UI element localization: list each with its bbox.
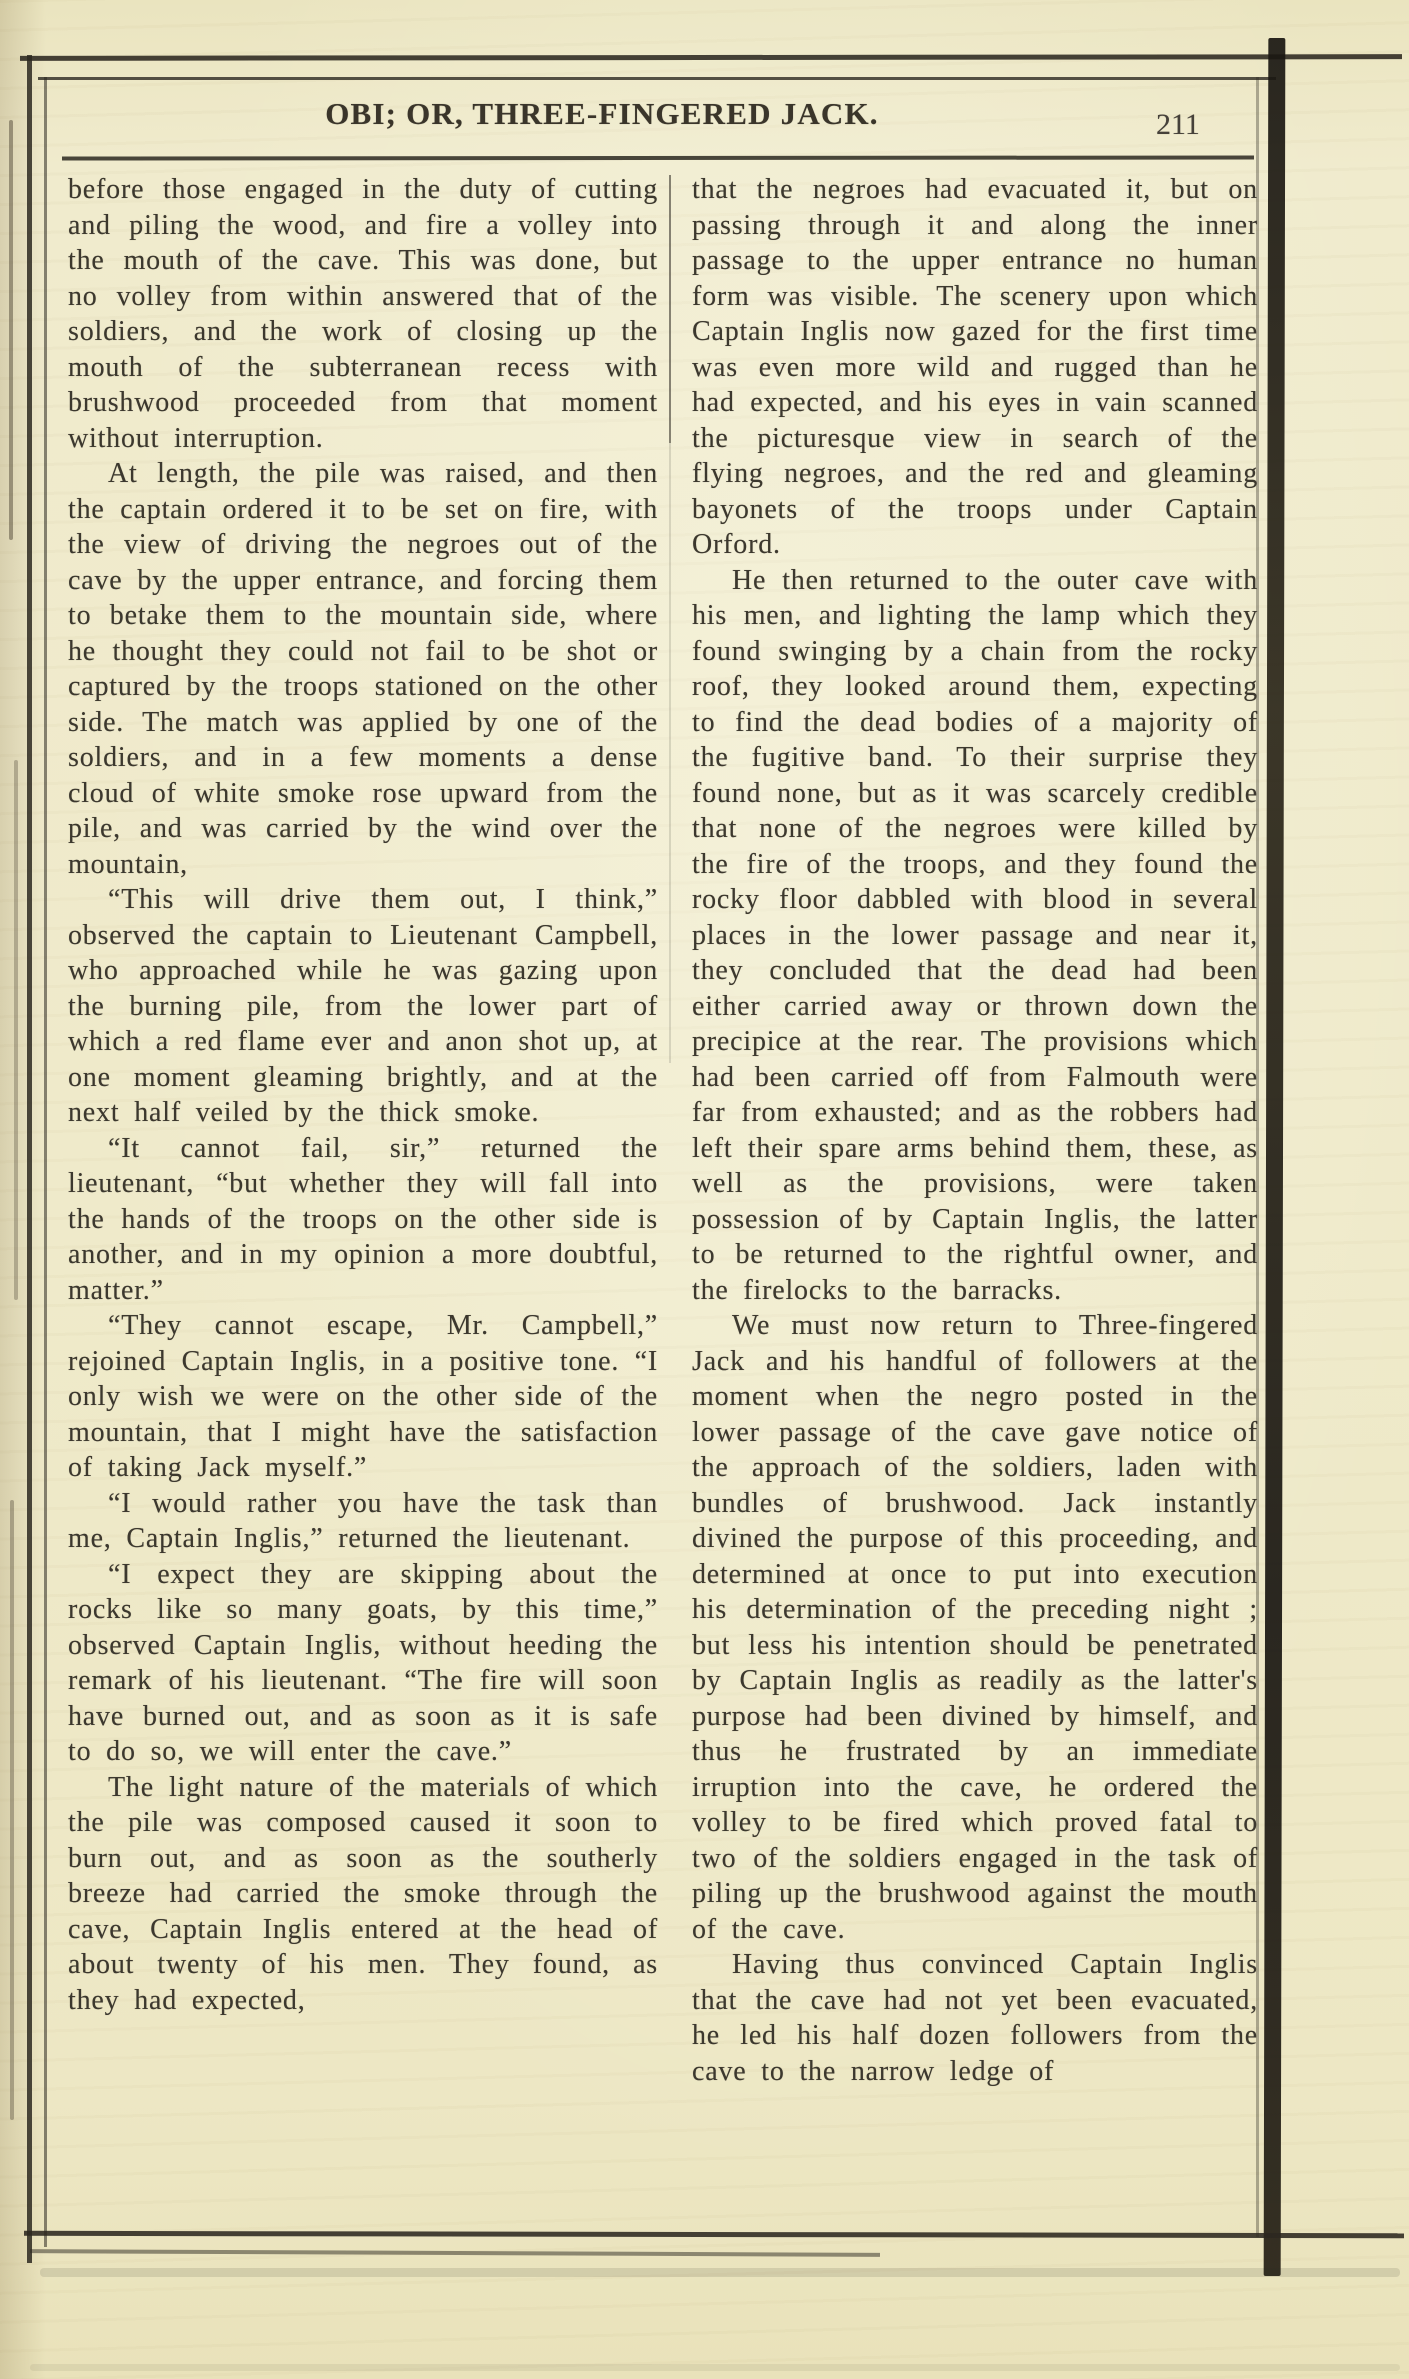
running-header-title: OBI; OR, THREE-FINGERED JACK. [325,96,879,131]
header-rule [62,155,1254,160]
border-left-outer [27,55,32,2263]
column-divider-rule-faint [669,443,671,1063]
column-divider-rule [669,175,671,443]
paragraph: At length, the pile was raised, and then the captain ordered it to be set on fire, with the view of driving the negroes out of the cave by the upper entrance, and forcing them to betake them to the mountain side, where he thought they could not fail to be shot or captured by the troops stationed on the other side. The match was applied by one of the soldiers, and in a few moments a dense cloud of white smoke rose upward from the pile, and was carried by the wind over the mountain, [68,458,658,880]
paragraph: “They cannot escape, Mr. Campbell,” rejoined Captain Inglis, in a positive tone. “I only wish we were on the other side of the mountain, that I might have the satisfaction of taking Jack myself.” [68,1310,658,1483]
binding-mark [10,1500,14,2120]
binding-mark [9,120,13,540]
paragraph: before those engaged in the duty of cutting and piling the wood, and fire a volley into the mouth of the cave. This was done, but no volley from within answered that of the soldiers, and the work of closing up the mouth of the subterranean recess with brushwood proceeded from that moment without interruption. [68,174,658,454]
border-top-outer [20,54,1402,61]
border-right-bar [1264,38,1286,2276]
page-edge-shade [0,0,46,2379]
border-bottom-outer [24,2231,1404,2238]
paragraph: He then returned to the outer cave with his men, and lighting the lamp which they found swinging by a chain from the rocky roof, they looked around them, expecting to find the dead bodies of a majority of the fugitive band. To their surprise they found none, but as it was scarcely credible that none of the negroes were killed by the fire of the troops, and they found the rocky floor dabbled with blood in several places in the lower passage and near it, they concluded that the dead had been either carried away or thrown down the precipice at the rear. The provisions which had been carried off from Falmouth were far from exhausted; and as the robbers had left their spare arms behind them, these, as well as the provisions, were taken possession of by Captain Inglis, the latter to be returned to the rightful owner, and the firelocks to the barracks. [692,564,1258,1306]
text-column-left [68,172,658,2018]
paragraph: “It cannot fail, sir,” returned the lieutenant, “but whether they will fall into the hands of the troops on the other side is another, and in my opinion a more doubtful, matter.” [68,1132,658,1306]
border-left-inner [44,77,47,2247]
scan-smear [40,2268,1400,2277]
paragraph: The light nature of the materials of which the pile was composed caused it soon to burn out, and as soon as the southerly breeze had carried the smoke through the cave, Captain Inglis entered at the head of about twenty of his men. They found, as they had expected, [68,1771,658,2016]
paragraph: “This will drive them out, I think,” observed the captain to Lieutenant Campbell, who approached while he was gazing upon the burning pile, from the lower part of which a red flame ever and anon shot up, at one moment gleaming brightly, and at the next half veiled by the thick smoke. [68,884,658,1128]
paragraph: “I expect they are skipping about the rocks like so many goats, by this time,” observed Captain Inglis, without heeding the remark of his lieutenant. “The fire will soon have burned out, and as soon as it is safe to do so, we will enter the cave.” [68,1558,658,1767]
binding-mark [14,760,18,1300]
text-column-right [692,172,1258,2089]
paragraph: “I would rather you have the task than me, Captain Inglis,” returned the lieutenant. [68,1487,658,1554]
border-top-inner [38,77,1276,80]
border-bottom-inner [30,2249,880,2257]
paragraph: that the negroes had evacuated it, but on passing through it and along the inner passage to the upper entrance no human form was visible. The scenery upon which Captain Inglis now gazed for the first time was even more wild and rugged than he had expected, and his eyes in vain scanned the picturesque view in search of the flying negroes, and the red and gleaming bayonets of the troops under Captain Orford. [692,174,1258,560]
scan-smear [30,2364,1400,2371]
paragraph: We must now return to Three-fingered Jack and his handful of followers at the moment when the negro posted in the lower passage of the cave gave notice of the approach of the soldiers, laden with bundles of brushwood. Jack instantly divined the purpose of this proceeding, and determined at once to put into execution his determination of the preceding night ; but less his intention should be penetrated by Captain Inglis as readily as the latter's purpose had been divined by himself, and thus he frustrated by an immediate irruption into the cave, he ordered the volley to be fired which proved fatal to two of the soldiers engaged in the task of piling up the brushwood against the mouth of the cave. [692,1310,1258,1945]
paragraph: Having thus convinced Captain Inglis that the cave had not yet been evacuated, he led his half dozen followers from the cave to the narrow ledge of [692,1949,1258,2087]
page-number: 211 [1156,108,1200,141]
